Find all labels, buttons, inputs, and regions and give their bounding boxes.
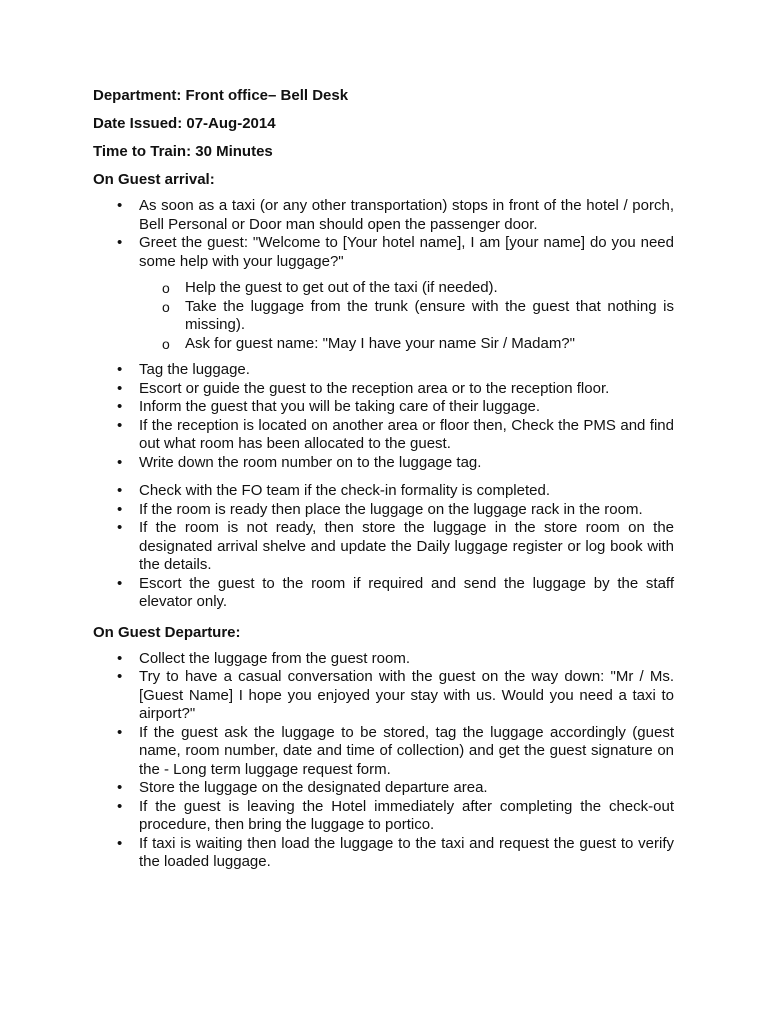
- list-item: • Tag the luggage.: [117, 361, 250, 378]
- sub-list-item: o Ask for guest name: "May I have your name Sir / Madam?": [162, 334, 575, 352]
- bullet-icon: •: [117, 519, 123, 536]
- time-to-train-line: Time to Train: 30 Minutes: [93, 143, 273, 160]
- circle-bullet-icon: o: [162, 335, 170, 352]
- departure-list: [93, 650, 674, 872]
- list-item: • Collect the luggage from the guest room.: [117, 649, 410, 667]
- sub-list-item: o Take the luggage from the trunk (ensure with the guest that nothing is missing).: [162, 297, 674, 333]
- date-issued-line: Date Issued: 07-Aug-2014: [93, 115, 276, 132]
- bullet-icon: •: [117, 834, 123, 852]
- arrival-list-3: [93, 482, 674, 612]
- bullet-icon: •: [117, 723, 123, 741]
- list-item: • If the guest ask the luggage to be stored, tag the luggage accordingly (guest name, room number, date and time of collection) and get the guest signature on the - Long term luggage request form.: [117, 723, 674, 778]
- bullet-icon: •: [117, 398, 123, 415]
- circle-bullet-icon: o: [162, 280, 170, 296]
- bullet-icon: •: [117, 234, 123, 251]
- bullet-icon: •: [117, 500, 123, 518]
- arrival-list-1: [93, 197, 674, 271]
- bullet-icon: •: [117, 379, 123, 397]
- list-item: • Try to have a casual conversation with the guest on the way down: "Mr / Ms. [Guest Name] I hope you enjoyed your stay with us. Would you need a taxi to airport?": [117, 668, 674, 722]
- bullet-icon: •: [117, 197, 123, 214]
- arrival-list-2: [93, 361, 674, 472]
- arrival-sublist: [93, 279, 674, 353]
- departure-heading: On Guest Departure:: [93, 623, 241, 641]
- arrival-heading: On Guest arrival:: [93, 171, 215, 188]
- bullet-icon: •: [117, 361, 123, 378]
- bullet-icon: •: [117, 649, 123, 667]
- list-item: • Inform the guest that you will be taking care of their luggage.: [117, 398, 541, 415]
- department-line: Department: Front office– Bell Desk: [93, 87, 349, 104]
- bullet-icon: •: [117, 482, 123, 499]
- list-item: • If the room is ready then place the luggage on the luggage rack in the room.: [117, 500, 643, 518]
- list-item: • Check with the FO team if the check-in formality is completed.: [117, 482, 550, 499]
- list-item: • Store the luggage on the designated departure area.: [117, 779, 488, 796]
- list-item: • Greet the guest: "Welcome to [Your hotel name], I am [your name] do you need some help with your luggage?": [117, 234, 674, 270]
- circle-bullet-icon: o: [162, 298, 170, 315]
- list-item: • As soon as a taxi (or any other transportation) stops in front of the hotel / porch, Bell Personal or Door man should open the passenger door.: [117, 197, 674, 233]
- list-item: • Escort or guide the guest to the reception area or to the reception floor.: [117, 379, 610, 397]
- list-item: • If the guest is leaving the Hotel immediately after completing the check-out procedure, then bring the luggage to portico.: [117, 797, 674, 833]
- sub-list-item: o Help the guest to get out of the taxi (if needed).: [162, 279, 498, 296]
- bullet-icon: •: [117, 416, 123, 434]
- bullet-icon: •: [117, 574, 123, 592]
- list-item: • If taxi is waiting then load the luggage to the taxi and request the guest to verify the loaded luggage.: [117, 834, 674, 870]
- list-item: • Escort the guest to the room if required and send the luggage by the staff elevator only.: [117, 574, 674, 610]
- list-item: • If the reception is located on another area or floor then, Check the PMS and find out what room has been allocated to the guest.: [117, 416, 674, 452]
- bullet-icon: •: [117, 779, 123, 796]
- bullet-icon: •: [117, 668, 123, 685]
- bullet-icon: •: [117, 797, 123, 815]
- bullet-icon: •: [117, 453, 123, 471]
- list-item: • If the room is not ready, then store the luggage in the store room on the designated arrival shelve and update the Daily luggage register or log book with the details.: [117, 519, 674, 573]
- list-item: • Write down the room number on to the luggage tag.: [117, 453, 482, 471]
